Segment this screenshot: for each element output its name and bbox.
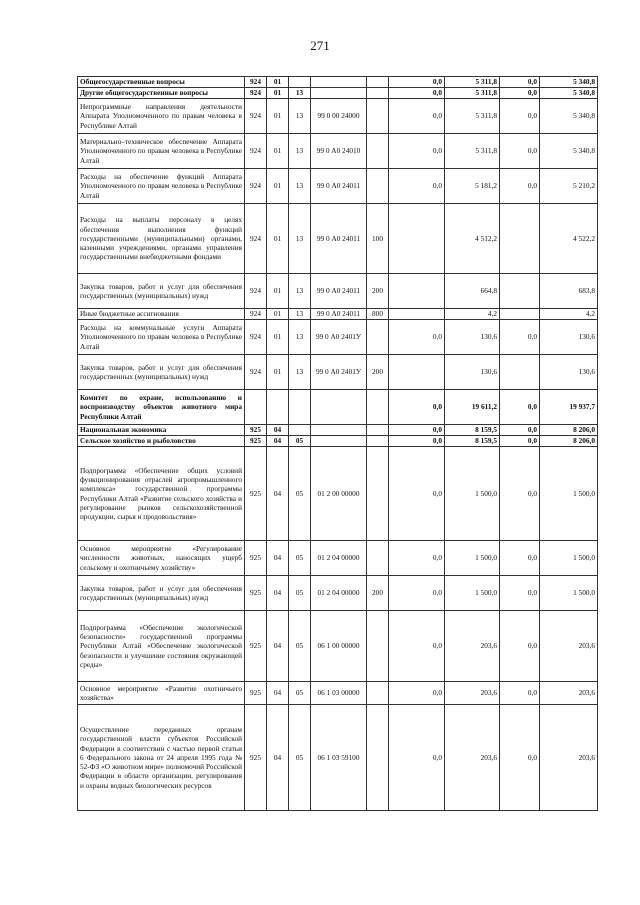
target-article-cell: 01 2 04 00000 <box>311 576 367 611</box>
amount-col-4-cell: 5 340,8 <box>540 99 598 134</box>
amount-col-2-cell: 19 611,2 <box>445 390 500 425</box>
ved-code-cell <box>245 390 267 425</box>
amount-col-4-cell: 1 500,0 <box>540 541 598 576</box>
expense-type-cell <box>367 88 389 99</box>
expense-type-cell <box>367 541 389 576</box>
table-row <box>78 169 598 204</box>
target-article-cell <box>311 436 367 447</box>
section-code-cell: 04 <box>267 682 289 705</box>
section-code-cell: 04 <box>267 576 289 611</box>
row-name-cell: Сельское хозяйство и рыболовство <box>78 436 245 447</box>
ved-code-cell: 924 <box>245 99 267 134</box>
ved-code-cell: 924 <box>245 204 267 274</box>
subsection-code-cell <box>289 425 311 436</box>
ved-code-cell: 924 <box>245 169 267 204</box>
row-name-cell: Непрограммные направления деятельности Аппарата Уполномоченного по правам человека в Республике Алтай <box>78 99 245 134</box>
ved-code-cell: 925 <box>245 576 267 611</box>
amount-col-1-cell: 0,0 <box>389 576 445 611</box>
ved-code-cell: 925 <box>245 425 267 436</box>
expense-type-cell: 100 <box>367 204 389 274</box>
amount-col-1-cell <box>389 274 445 309</box>
row-name-cell: Закупка товаров, работ и услуг для обеспечения государственных (муниципальных) нужд <box>78 274 245 309</box>
amount-col-1-cell: 0,0 <box>389 88 445 99</box>
amount-col-1-cell <box>389 355 445 390</box>
amount-col-2-cell: 8 159,5 <box>445 425 500 436</box>
section-code-cell: 01 <box>267 169 289 204</box>
row-name-cell: Осуществление переданных органам государственной власти субъектов Российской Федерации в соответствии с частью первой статьи 6 Федерального закона от 24 апреля 1995 года № 52-ФЗ «О животном мире» полномочий Российской Федерации в области организации, регулирования и охраны водных биологических ресурсов <box>78 705 245 811</box>
target-article-cell: 99 0 00 24000 <box>311 99 367 134</box>
row-name-cell: Комитет по охране, использованию и воспроизводству объектов животного мира Республики Алтай <box>78 390 245 425</box>
amount-col-4-cell: 203,6 <box>540 705 598 811</box>
section-code-cell: 01 <box>267 77 289 88</box>
subsection-code-cell <box>289 77 311 88</box>
row-name-cell: Общегосударственные вопросы <box>78 77 245 88</box>
ved-code-cell: 925 <box>245 611 267 682</box>
section-code-cell <box>267 390 289 425</box>
row-name-cell: Расходы на обеспечение функций Аппарата Уполномоченного по правам человека в Республике Алтай <box>78 169 245 204</box>
amount-col-4-cell: 203,6 <box>540 682 598 705</box>
table-row <box>78 204 598 274</box>
expense-type-cell <box>367 390 389 425</box>
expense-type-cell <box>367 134 389 169</box>
amount-col-2-cell: 8 159,5 <box>445 436 500 447</box>
row-name-cell: Закупка товаров, работ и услуг для обеспечения государственных (муниципальных) нужд <box>78 355 245 390</box>
expense-type-cell <box>367 611 389 682</box>
amount-col-1-cell: 0,0 <box>389 320 445 355</box>
amount-col-4-cell: 5 340,8 <box>540 88 598 99</box>
table-row <box>78 77 598 88</box>
expense-type-cell <box>367 77 389 88</box>
amount-col-4-cell: 1 500,0 <box>540 447 598 541</box>
ved-code-cell: 924 <box>245 88 267 99</box>
table-row <box>78 436 598 447</box>
expense-type-cell: 200 <box>367 274 389 309</box>
amount-col-4-cell: 4 522,2 <box>540 204 598 274</box>
ved-code-cell: 925 <box>245 436 267 447</box>
ved-code-cell: 924 <box>245 134 267 169</box>
amount-col-3-cell <box>500 274 540 309</box>
amount-col-4-cell: 8 206,0 <box>540 425 598 436</box>
amount-col-2-cell: 5 311,8 <box>445 88 500 99</box>
section-code-cell: 01 <box>267 274 289 309</box>
target-article-cell: 06 1 00 00000 <box>311 611 367 682</box>
table-row <box>78 99 598 134</box>
amount-col-3-cell: 0,0 <box>500 611 540 682</box>
target-article-cell: 99 0 А0 24011 <box>311 274 367 309</box>
ved-code-cell: 924 <box>245 320 267 355</box>
amount-col-2-cell: 203,6 <box>445 705 500 811</box>
subsection-code-cell: 13 <box>289 169 311 204</box>
ved-code-cell: 925 <box>245 541 267 576</box>
ved-code-cell: 924 <box>245 77 267 88</box>
table-row <box>78 541 598 576</box>
amount-col-2-cell: 664,8 <box>445 274 500 309</box>
subsection-code-cell: 13 <box>289 355 311 390</box>
amount-col-2-cell: 203,6 <box>445 682 500 705</box>
amount-col-2-cell: 5 311,8 <box>445 134 500 169</box>
amount-col-3-cell: 0,0 <box>500 88 540 99</box>
expense-type-cell <box>367 425 389 436</box>
amount-col-2-cell: 4,2 <box>445 309 500 320</box>
section-code-cell: 04 <box>267 541 289 576</box>
section-code-cell: 04 <box>267 425 289 436</box>
amount-col-1-cell: 0,0 <box>389 77 445 88</box>
table-row <box>78 309 598 320</box>
subsection-code-cell: 13 <box>289 204 311 274</box>
target-article-cell: 99 0 А0 24011 <box>311 204 367 274</box>
row-name-cell: Основное мероприятие «Регулирование численности животных, наносящих ущерб сельскому и охотничьему хозяйству» <box>78 541 245 576</box>
target-article-cell <box>311 88 367 99</box>
amount-col-2-cell: 5 181,2 <box>445 169 500 204</box>
subsection-code-cell: 05 <box>289 576 311 611</box>
subsection-code-cell: 13 <box>289 88 311 99</box>
amount-col-4-cell: 203,6 <box>540 611 598 682</box>
ved-code-cell: 924 <box>245 274 267 309</box>
amount-col-2-cell: 130,6 <box>445 355 500 390</box>
row-name-cell: Расходы на выплаты персоналу в целях обеспечения выполнения функций государственными (муниципальными) органами, казенными учреждениями, органами управления государственными внебюджетными фондами <box>78 204 245 274</box>
amount-col-4-cell: 683,8 <box>540 274 598 309</box>
amount-col-3-cell <box>500 355 540 390</box>
row-name-cell: Основное мероприятие «Развитие охотничьего хозяйства» <box>78 682 245 705</box>
expense-type-cell: 200 <box>367 576 389 611</box>
subsection-code-cell: 13 <box>289 320 311 355</box>
table-row <box>78 425 598 436</box>
expense-type-cell: 800 <box>367 309 389 320</box>
amount-col-1-cell: 0,0 <box>389 99 445 134</box>
target-article-cell: 99 0 А0 24010 <box>311 134 367 169</box>
subsection-code-cell: 05 <box>289 611 311 682</box>
expense-type-cell <box>367 436 389 447</box>
section-code-cell: 01 <box>267 355 289 390</box>
row-name-cell: Закупка товаров, работ и услуг для обеспечения государственных (муниципальных) нужд <box>78 576 245 611</box>
amount-col-1-cell: 0,0 <box>389 425 445 436</box>
amount-col-4-cell: 130,6 <box>540 320 598 355</box>
amount-col-2-cell: 1 500,0 <box>445 541 500 576</box>
expense-type-cell <box>367 682 389 705</box>
target-article-cell <box>311 77 367 88</box>
amount-col-4-cell: 8 206,0 <box>540 436 598 447</box>
expense-type-cell <box>367 169 389 204</box>
amount-col-1-cell: 0,0 <box>389 705 445 811</box>
amount-col-1-cell <box>389 309 445 320</box>
table-body <box>78 77 598 811</box>
ved-code-cell: 925 <box>245 705 267 811</box>
amount-col-3-cell: 0,0 <box>500 99 540 134</box>
amount-col-4-cell: 5 340,8 <box>540 134 598 169</box>
amount-col-3-cell <box>500 204 540 274</box>
amount-col-4-cell: 1 500,0 <box>540 576 598 611</box>
amount-col-1-cell: 0,0 <box>389 541 445 576</box>
row-name-cell: Расходы на коммунальные услуги Аппарата Уполномоченного по правам человека в Республике Алтай <box>78 320 245 355</box>
table-row <box>78 88 598 99</box>
subsection-code-cell: 05 <box>289 682 311 705</box>
target-article-cell: 01 2 00 00000 <box>311 447 367 541</box>
amount-col-1-cell: 0,0 <box>389 134 445 169</box>
amount-col-4-cell: 130,6 <box>540 355 598 390</box>
amount-col-3-cell: 0,0 <box>500 576 540 611</box>
amount-col-3-cell: 0,0 <box>500 682 540 705</box>
amount-col-1-cell: 0,0 <box>389 611 445 682</box>
section-code-cell: 04 <box>267 436 289 447</box>
amount-col-2-cell: 130,6 <box>445 320 500 355</box>
amount-col-3-cell: 0,0 <box>500 320 540 355</box>
subsection-code-cell: 13 <box>289 134 311 169</box>
amount-col-2-cell: 1 500,0 <box>445 447 500 541</box>
target-article-cell: 99 0 А0 24011 <box>311 169 367 204</box>
section-code-cell: 01 <box>267 309 289 320</box>
amount-col-3-cell: 0,0 <box>500 447 540 541</box>
subsection-code-cell: 05 <box>289 705 311 811</box>
amount-col-1-cell: 0,0 <box>389 682 445 705</box>
section-code-cell: 04 <box>267 611 289 682</box>
target-article-cell: 99 0 А0 24011 <box>311 309 367 320</box>
expense-type-cell <box>367 447 389 541</box>
table-row <box>78 447 598 541</box>
subsection-code-cell: 13 <box>289 309 311 320</box>
expense-type-cell <box>367 320 389 355</box>
table-row <box>78 320 598 355</box>
section-code-cell: 01 <box>267 134 289 169</box>
subsection-code-cell <box>289 390 311 425</box>
target-article-cell: 99 0 А0 2401У <box>311 320 367 355</box>
table-row <box>78 355 598 390</box>
ved-code-cell: 924 <box>245 355 267 390</box>
amount-col-1-cell: 0,0 <box>389 436 445 447</box>
amount-col-4-cell: 5 340,8 <box>540 77 598 88</box>
row-name-cell: Материально–техническое обеспечение Аппарата Уполномоченного по правам человека в Республике Алтай <box>78 134 245 169</box>
target-article-cell: 06 1 03 59100 <box>311 705 367 811</box>
expense-type-cell <box>367 99 389 134</box>
target-article-cell: 06 1 03 00000 <box>311 682 367 705</box>
target-article-cell: 99 0 А0 2401У <box>311 355 367 390</box>
table-row <box>78 705 598 811</box>
amount-col-1-cell: 0,0 <box>389 390 445 425</box>
expense-type-cell: 200 <box>367 355 389 390</box>
row-name-cell: Другие общегосударственные вопросы <box>78 88 245 99</box>
section-code-cell: 01 <box>267 320 289 355</box>
ved-code-cell: 924 <box>245 309 267 320</box>
table-row <box>78 682 598 705</box>
section-code-cell: 04 <box>267 705 289 811</box>
subsection-code-cell: 13 <box>289 274 311 309</box>
table-row <box>78 611 598 682</box>
subsection-code-cell: 05 <box>289 436 311 447</box>
subsection-code-cell: 05 <box>289 541 311 576</box>
amount-col-3-cell: 0,0 <box>500 390 540 425</box>
amount-col-2-cell: 5 311,8 <box>445 77 500 88</box>
target-article-cell: 01 2 04 00000 <box>311 541 367 576</box>
subsection-code-cell: 13 <box>289 99 311 134</box>
ved-code-cell: 925 <box>245 447 267 541</box>
amount-col-1-cell: 0,0 <box>389 447 445 541</box>
amount-col-3-cell: 0,0 <box>500 425 540 436</box>
amount-col-3-cell: 0,0 <box>500 541 540 576</box>
target-article-cell <box>311 390 367 425</box>
table-row <box>78 274 598 309</box>
section-code-cell: 01 <box>267 99 289 134</box>
amount-col-4-cell: 5 210,2 <box>540 169 598 204</box>
expense-type-cell <box>367 705 389 811</box>
row-name-cell: Иные бюджетные ассигнования <box>78 309 245 320</box>
row-name-cell: Национальная экономика <box>78 425 245 436</box>
amount-col-3-cell: 0,0 <box>500 436 540 447</box>
amount-col-2-cell: 1 500,0 <box>445 576 500 611</box>
target-article-cell <box>311 425 367 436</box>
budget-table <box>77 76 598 811</box>
amount-col-3-cell: 0,0 <box>500 77 540 88</box>
section-code-cell: 01 <box>267 204 289 274</box>
subsection-code-cell: 05 <box>289 447 311 541</box>
amount-col-1-cell: 0,0 <box>389 169 445 204</box>
amount-col-4-cell: 4,2 <box>540 309 598 320</box>
table-row <box>78 576 598 611</box>
section-code-cell: 01 <box>267 88 289 99</box>
amount-col-2-cell: 5 311,8 <box>445 99 500 134</box>
table-row <box>78 134 598 169</box>
row-name-cell: Подпрограмма «Обеспечение экологической безопасности» государственной программы Республики Алтай «Обеспечение экологической безопасности и улучшение состояния окружающей среды» <box>78 611 245 682</box>
amount-col-3-cell: 0,0 <box>500 705 540 811</box>
amount-col-2-cell: 203,6 <box>445 611 500 682</box>
table-row <box>78 390 598 425</box>
amount-col-3-cell: 0,0 <box>500 134 540 169</box>
ved-code-cell: 925 <box>245 682 267 705</box>
amount-col-4-cell: 19 937,7 <box>540 390 598 425</box>
amount-col-3-cell <box>500 309 540 320</box>
page-number: 271 <box>310 38 330 53</box>
amount-col-3-cell: 0,0 <box>500 169 540 204</box>
amount-col-2-cell: 4 512,2 <box>445 204 500 274</box>
amount-col-1-cell <box>389 204 445 274</box>
row-name-cell: Подпрограмма «Обеспечение общих условий функционирования отраслей агропромышленного комплекса» государственной программы Республики Алтай «Развитие сельского хозяйства и регулирование рынков сельскохозяйственной продукции, сырья и продовольствия» <box>78 447 245 541</box>
section-code-cell: 04 <box>267 447 289 541</box>
